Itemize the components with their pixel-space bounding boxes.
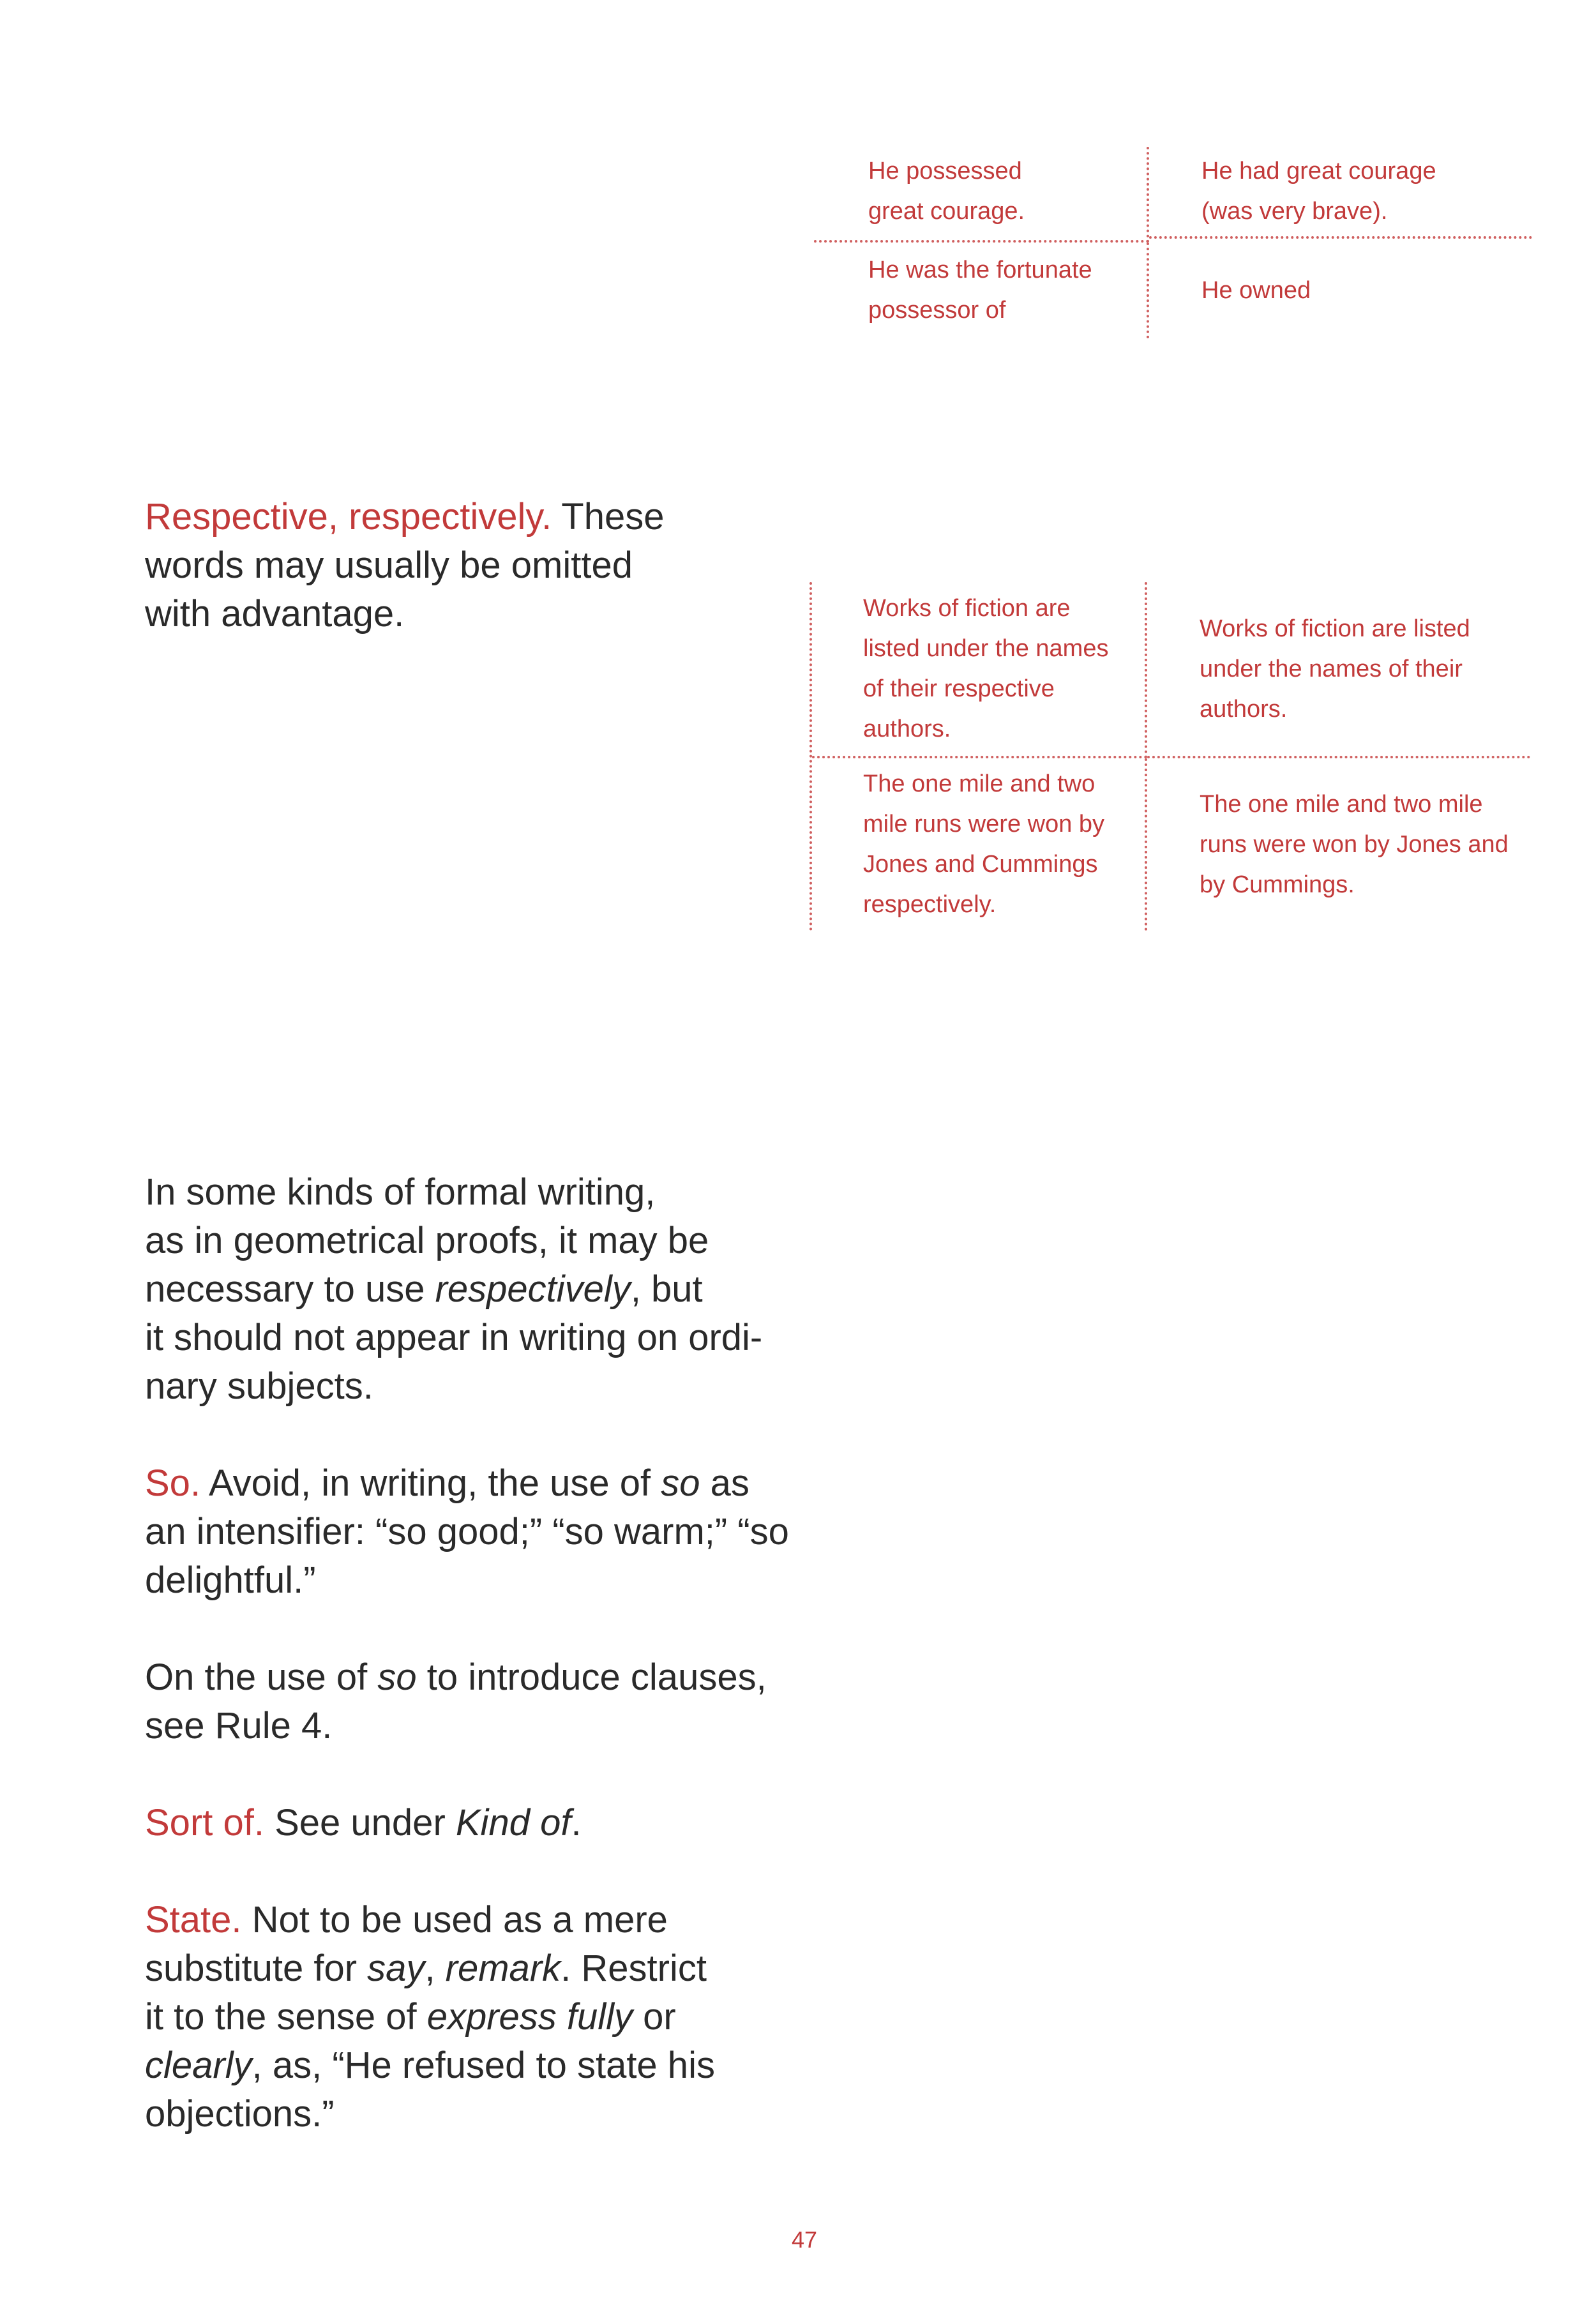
entry-so: So. Avoid, in writing, the use of so as an intensifier: “so good;” “so warm;” “so delightful.” [145,1462,789,1601]
paragraph-formal-writing: In some kinds of formal writing, as in geometrical proofs, it may be necessary to use respectively, but it should not appear in writing on ordi- nary subjects. [145,1171,763,1407]
body-text-lower [145,1168,790,2138]
entry-term: So. [145,1462,201,1504]
table-cell-right: He owned [1201,276,1311,304]
entry-term: Respective, respectively. [145,496,552,537]
entry-sort-of: Sort of. See under Kind of. [145,1802,582,1844]
page-number: 47 [791,2227,818,2253]
table-cell-wrong: Works of fiction are listed under the names of their respective authors. [812,582,1147,758]
entry-term: State. [145,1899,242,1941]
table-cell-wrong: He was the fortunate possessor of [814,243,1149,338]
table-cell-wrong: The one mile and two mile runs were won by Jones and Cummings respectively. [812,758,1147,931]
table-cell-right: He had great courage (was very brave). [1149,147,1532,239]
table-cell-right: The one mile and two mile runs were won by Jones and by Cummings. [1200,790,1509,898]
entry-state: State. Not to be used as a mere substitute for say, remark. Restrict it to the sense of express fully or clearly, as, “He refused to state his objections.” [145,1899,715,2135]
entry-term: Sort of. [145,1802,264,1844]
example-table-possess [814,147,1532,338]
paragraph-so-clauses: On the use of so to introduce clauses, see Rule 4. [145,1656,767,1746]
table-cell-right: Works of fiction are listed under the names of their authors. [1147,582,1530,758]
example-table-respectively [809,582,1530,931]
entry-respective: Respective, respectively. These words may usually be omitted with advantage. [145,496,665,635]
table-cell-wrong: He possessed great courage. [814,147,1149,243]
